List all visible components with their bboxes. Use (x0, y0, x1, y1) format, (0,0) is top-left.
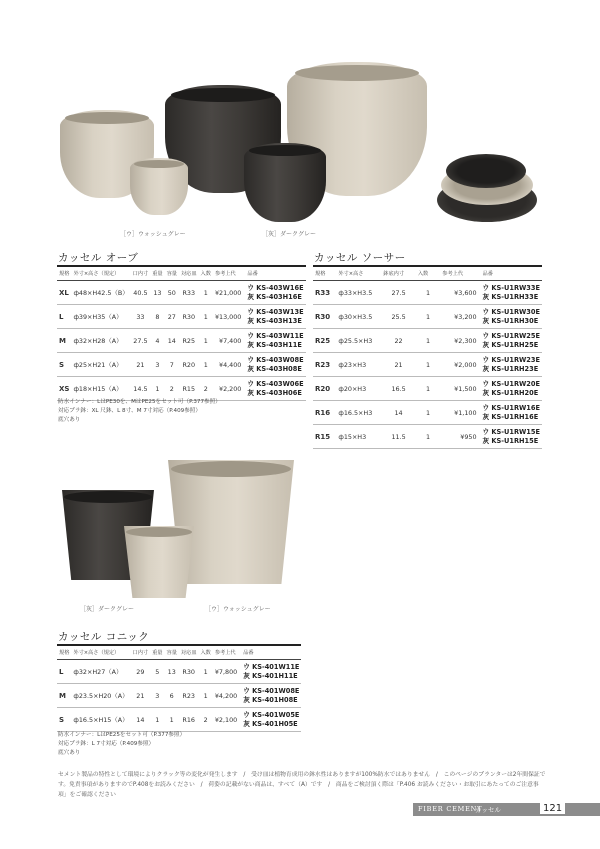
cell-inner: 14 (381, 401, 416, 425)
orb-title: カッセル オーブ (58, 252, 139, 264)
conic-table-header (57, 645, 301, 660)
cell-dim: ф39×H35（A） (71, 305, 130, 329)
table-row (57, 305, 306, 329)
conic-caption-dark: ［灰］ダークグレー (80, 606, 135, 613)
cell-dish: R20 (179, 353, 199, 377)
th-weight: 重量 (150, 266, 164, 281)
th-mouth: 口内寸 (131, 266, 151, 281)
th-dim: 外寸×高さ（規定） (71, 266, 130, 281)
cell-qty: 1 (416, 401, 440, 425)
cell-price: ¥7,800 (213, 660, 241, 684)
th-price: 参考上代 (213, 266, 245, 281)
code-dark: 灰 KS-U1RH15E (482, 436, 539, 445)
cell-dim: ф25×H21（A） (71, 353, 130, 377)
cell-inner: 21 (381, 353, 416, 377)
code-dark: 灰 KS-403H11E (247, 340, 302, 349)
cell-size: XL (57, 281, 71, 305)
cell-code (481, 401, 542, 425)
code-dark: 灰 KS-403H16E (247, 292, 302, 301)
disclaimer-text: セメント製品の特性として環境によりクラック等の変化が発生します / 受け皿は植物育成用の鉢水性はありますが100%防水ではありません / このページのプランターは2年間保証です。免責事項がありますのでP.408をお読みください / 荷姿の記載がない商品は、すべて（A）です / 商品をご検討頂く際は「P.406 お読みください・お取引にあたってのご注意事項」をご確認ください (58, 772, 546, 798)
cell-qty: 2 (199, 377, 213, 401)
orb-table (57, 265, 306, 401)
code-wash: ウ KS-403W08E (247, 356, 304, 364)
cell-price: ¥1,100 (440, 401, 480, 425)
orb-pot-s-dark (244, 143, 326, 222)
cell-cap: 1 (165, 708, 179, 732)
saucer-dark-top (446, 154, 526, 188)
cell-code (245, 329, 305, 353)
cell-qty: 1 (416, 353, 440, 377)
table-row (313, 305, 542, 329)
cell-price: ¥4,400 (213, 353, 245, 377)
th-code: 品番 (481, 266, 542, 281)
code-wash: ウ KS-U1RW20E (482, 380, 540, 388)
cell-qty: 1 (198, 660, 212, 684)
orb-note-hole: 底穴あり (58, 417, 81, 423)
footer-brand: FIBER CEMENT (418, 805, 483, 813)
cell-price: ¥2,200 (213, 377, 245, 401)
cell-price: ¥950 (440, 425, 480, 449)
th-mouth: 口内寸 (131, 645, 151, 660)
cell-qty: 1 (199, 353, 213, 377)
cell-code (245, 281, 305, 305)
cell-dim: ф25.5×H3 (336, 329, 381, 353)
cell-cap: 50 (165, 281, 179, 305)
conic-note-plastic: 対応プラ鉢：L 7寸対応（P.409参照） (58, 741, 155, 747)
code-dark: 灰 KS-403H13E (247, 316, 302, 325)
cell-mouth: 14.5 (131, 377, 151, 401)
page-number: 121 (540, 803, 565, 814)
cell-price: ¥2,100 (213, 708, 241, 732)
orb-note-plastic: 対応プラ鉢：XL 尺鉢、L 8寸、M 7寸対応（P.409参照） (58, 408, 201, 414)
cell-code (481, 353, 542, 377)
cell-price: ¥1,500 (440, 377, 480, 401)
cell-code (481, 305, 542, 329)
conic-notes (58, 731, 185, 758)
table-row (313, 401, 542, 425)
cell-size: R23 (313, 353, 336, 377)
cell-weight: 1 (150, 377, 164, 401)
cell-weight: 3 (150, 353, 164, 377)
cell-inner: 22 (381, 329, 416, 353)
conic-title: カッセル コニック (58, 631, 150, 643)
cell-dim: ф16.5×H15（A） (71, 708, 130, 732)
cell-size: R20 (313, 377, 336, 401)
code-dark: 灰 KS-U1RH23E (482, 364, 539, 373)
cell-cap: 27 (165, 305, 179, 329)
cell-cap: 7 (165, 353, 179, 377)
th-price: 参考上代 (440, 266, 480, 281)
cell-size: M (57, 329, 71, 353)
cell-code (481, 425, 542, 449)
th-qty: 入数 (199, 266, 213, 281)
saucer-table-header (313, 266, 542, 281)
code-wash: ウ KS-U1RW25E (482, 332, 540, 340)
cell-qty: 1 (199, 281, 213, 305)
cell-qty: 1 (416, 281, 440, 305)
cell-dish: R15 (179, 377, 199, 401)
cell-price: ¥4,200 (213, 684, 241, 708)
code-wash: ウ KS-401W08E (243, 687, 300, 695)
cell-size: L (57, 305, 71, 329)
code-wash: ウ KS-U1RW30E (482, 308, 540, 316)
th-cap: 容量 (165, 645, 179, 660)
table-row (57, 281, 306, 305)
cell-price: ¥13,000 (213, 305, 245, 329)
conic-note-hole: 底穴あり (58, 750, 81, 756)
table-row (313, 425, 542, 449)
cell-dim: ф18×H15（A） (71, 377, 130, 401)
cell-code (241, 660, 301, 684)
conic-caption-wash: ［ウ］ウォッシュグレー (205, 606, 271, 613)
orb-caption-dark: ［灰］ダークグレー (262, 231, 317, 238)
cell-size: R33 (313, 281, 336, 305)
cell-mouth: 29 (131, 660, 151, 684)
table-row (313, 329, 542, 353)
cell-weight: 5 (150, 660, 164, 684)
table-row (57, 660, 301, 684)
cell-cap: 6 (165, 684, 179, 708)
code-dark: 灰 KS-401H11E (243, 671, 298, 680)
cell-dish: R25 (179, 329, 199, 353)
cell-size: S (57, 708, 71, 732)
saucer-table (313, 265, 542, 449)
th-dim: 外寸×高さ（規定） (71, 645, 130, 660)
orb-table-header (57, 266, 306, 281)
cell-size: L (57, 660, 71, 684)
th-code: 品番 (241, 645, 301, 660)
code-dark: 灰 KS-U1RH16E (482, 412, 539, 421)
cell-mouth: 14 (131, 708, 151, 732)
cell-qty: 1 (416, 425, 440, 449)
code-wash: ウ KS-401W05E (243, 711, 300, 719)
table-row (57, 353, 306, 377)
saucer-title: カッセル ソーサー (314, 252, 406, 264)
cell-weight: 4 (150, 329, 164, 353)
code-dark: 灰 KS-U1RH20E (482, 388, 539, 397)
code-dark: 灰 KS-U1RH33E (482, 292, 539, 301)
table-row (57, 684, 301, 708)
conic-table (57, 644, 301, 732)
code-dark: 灰 KS-U1RH25E (482, 340, 539, 349)
orb-notes (58, 398, 221, 425)
th-weight: 重量 (150, 645, 164, 660)
cell-dim: ф33×H3.5 (336, 281, 381, 305)
code-dark: 灰 KS-401H08E (243, 695, 298, 704)
cell-size: R15 (313, 425, 336, 449)
cell-inner: 16.5 (381, 377, 416, 401)
code-wash: ウ KS-403W13E (247, 308, 304, 316)
cell-dim: ф23×H3 (336, 353, 381, 377)
cell-qty: 1 (416, 377, 440, 401)
cell-code (241, 684, 301, 708)
cell-price: ¥3,600 (440, 281, 480, 305)
conic-pot-s-wash (124, 526, 194, 598)
cell-weight: 13 (150, 281, 164, 305)
cell-qty: 1 (198, 684, 212, 708)
cell-size: R16 (313, 401, 336, 425)
cell-dish: R23 (179, 684, 199, 708)
cell-size: M (57, 684, 71, 708)
cell-inner: 11.5 (381, 425, 416, 449)
table-row (57, 329, 306, 353)
cell-weight: 3 (150, 684, 164, 708)
code-wash: ウ KS-401W11E (243, 663, 300, 671)
cell-mouth: 40.5 (131, 281, 151, 305)
th-dim: 外寸×高さ (336, 266, 381, 281)
th-price: 参考上代 (213, 645, 241, 660)
cell-dim: ф15×H3 (336, 425, 381, 449)
cell-size: S (57, 353, 71, 377)
cell-dish: R33 (179, 281, 199, 305)
cell-code (241, 708, 301, 732)
code-dark: 灰 KS-403H08E (247, 364, 302, 373)
cell-price: ¥3,200 (440, 305, 480, 329)
cell-dim: ф16.5×H3 (336, 401, 381, 425)
cell-qty: 1 (416, 329, 440, 353)
cell-price: ¥2,000 (440, 353, 480, 377)
orb-note-inner: 防水インナー：LはPE30を、MはPE25をセット可（P.377参照） (58, 399, 221, 405)
cell-mouth: 33 (131, 305, 151, 329)
code-wash: ウ KS-U1RW16E (482, 404, 540, 412)
cell-qty: 1 (199, 305, 213, 329)
code-wash: ウ KS-U1RW33E (482, 284, 540, 292)
table-row (57, 377, 306, 401)
orb-pot-xs-wash (130, 158, 188, 215)
th-size: 規格 (57, 645, 71, 660)
cell-inner: 27.5 (381, 281, 416, 305)
code-wash: ウ KS-U1RW15E (482, 428, 540, 436)
cell-qty: 2 (198, 708, 212, 732)
th-dish: 対応皿 (179, 266, 199, 281)
cell-weight: 1 (150, 708, 164, 732)
cell-code (245, 377, 305, 401)
cell-price: ¥2,300 (440, 329, 480, 353)
cell-code (245, 305, 305, 329)
cell-qty: 1 (199, 329, 213, 353)
cell-dim: ф32×H27（A） (71, 660, 130, 684)
code-dark: 灰 KS-401H05E (243, 719, 298, 728)
code-wash: ウ KS-403W16E (247, 284, 304, 292)
cell-dim: ф20×H3 (336, 377, 381, 401)
cell-size: R30 (313, 305, 336, 329)
table-row (57, 708, 301, 732)
cell-dish: R16 (179, 708, 199, 732)
cell-mouth: 21 (131, 684, 151, 708)
cell-price: ¥21,000 (213, 281, 245, 305)
cell-dish: R30 (179, 305, 199, 329)
cell-price: ¥7,400 (213, 329, 245, 353)
cell-cap: 2 (165, 377, 179, 401)
code-dark: 灰 KS-U1RH30E (482, 316, 539, 325)
th-qty: 入数 (198, 645, 212, 660)
th-cap: 容量 (165, 266, 179, 281)
cell-qty: 1 (416, 305, 440, 329)
cell-inner: 25.5 (381, 305, 416, 329)
cell-weight: 8 (150, 305, 164, 329)
th-code: 品番 (245, 266, 305, 281)
cell-cap: 14 (165, 329, 179, 353)
code-wash: ウ KS-U1RW23E (482, 356, 540, 364)
th-inner: 鉢底内寸 (381, 266, 416, 281)
cell-cap: 13 (165, 660, 179, 684)
cell-size: XS (57, 377, 71, 401)
cell-code (245, 353, 305, 377)
conic-note-inner: 防水インナー：LはPE25をセット可（P.377参照） (58, 732, 186, 738)
cell-dim: ф30×H3.5 (336, 305, 381, 329)
cell-mouth: 21 (131, 353, 151, 377)
footer-section: カッセル (475, 806, 501, 814)
table-row (313, 353, 542, 377)
th-dish: 対応皿 (179, 645, 199, 660)
th-size: 規格 (313, 266, 336, 281)
table-row (313, 377, 542, 401)
cell-size: R25 (313, 329, 336, 353)
cell-mouth: 27.5 (131, 329, 151, 353)
cell-dim: ф48×H42.5（B） (71, 281, 130, 305)
orb-caption-wash: ［ウ］ウォッシュグレー (120, 231, 186, 238)
cell-dim: ф32×H28（A） (71, 329, 130, 353)
code-wash: ウ KS-403W11E (247, 332, 304, 340)
cell-dish: R30 (179, 660, 199, 684)
cell-code (481, 377, 542, 401)
code-dark: 灰 KS-403H06E (247, 388, 302, 397)
cell-code (481, 281, 542, 305)
th-qty: 入数 (416, 266, 440, 281)
th-size: 規格 (57, 266, 71, 281)
cell-dim: ф23.5×H20（A） (71, 684, 130, 708)
code-wash: ウ KS-403W06E (247, 380, 304, 388)
table-row (313, 281, 542, 305)
cell-code (481, 329, 542, 353)
